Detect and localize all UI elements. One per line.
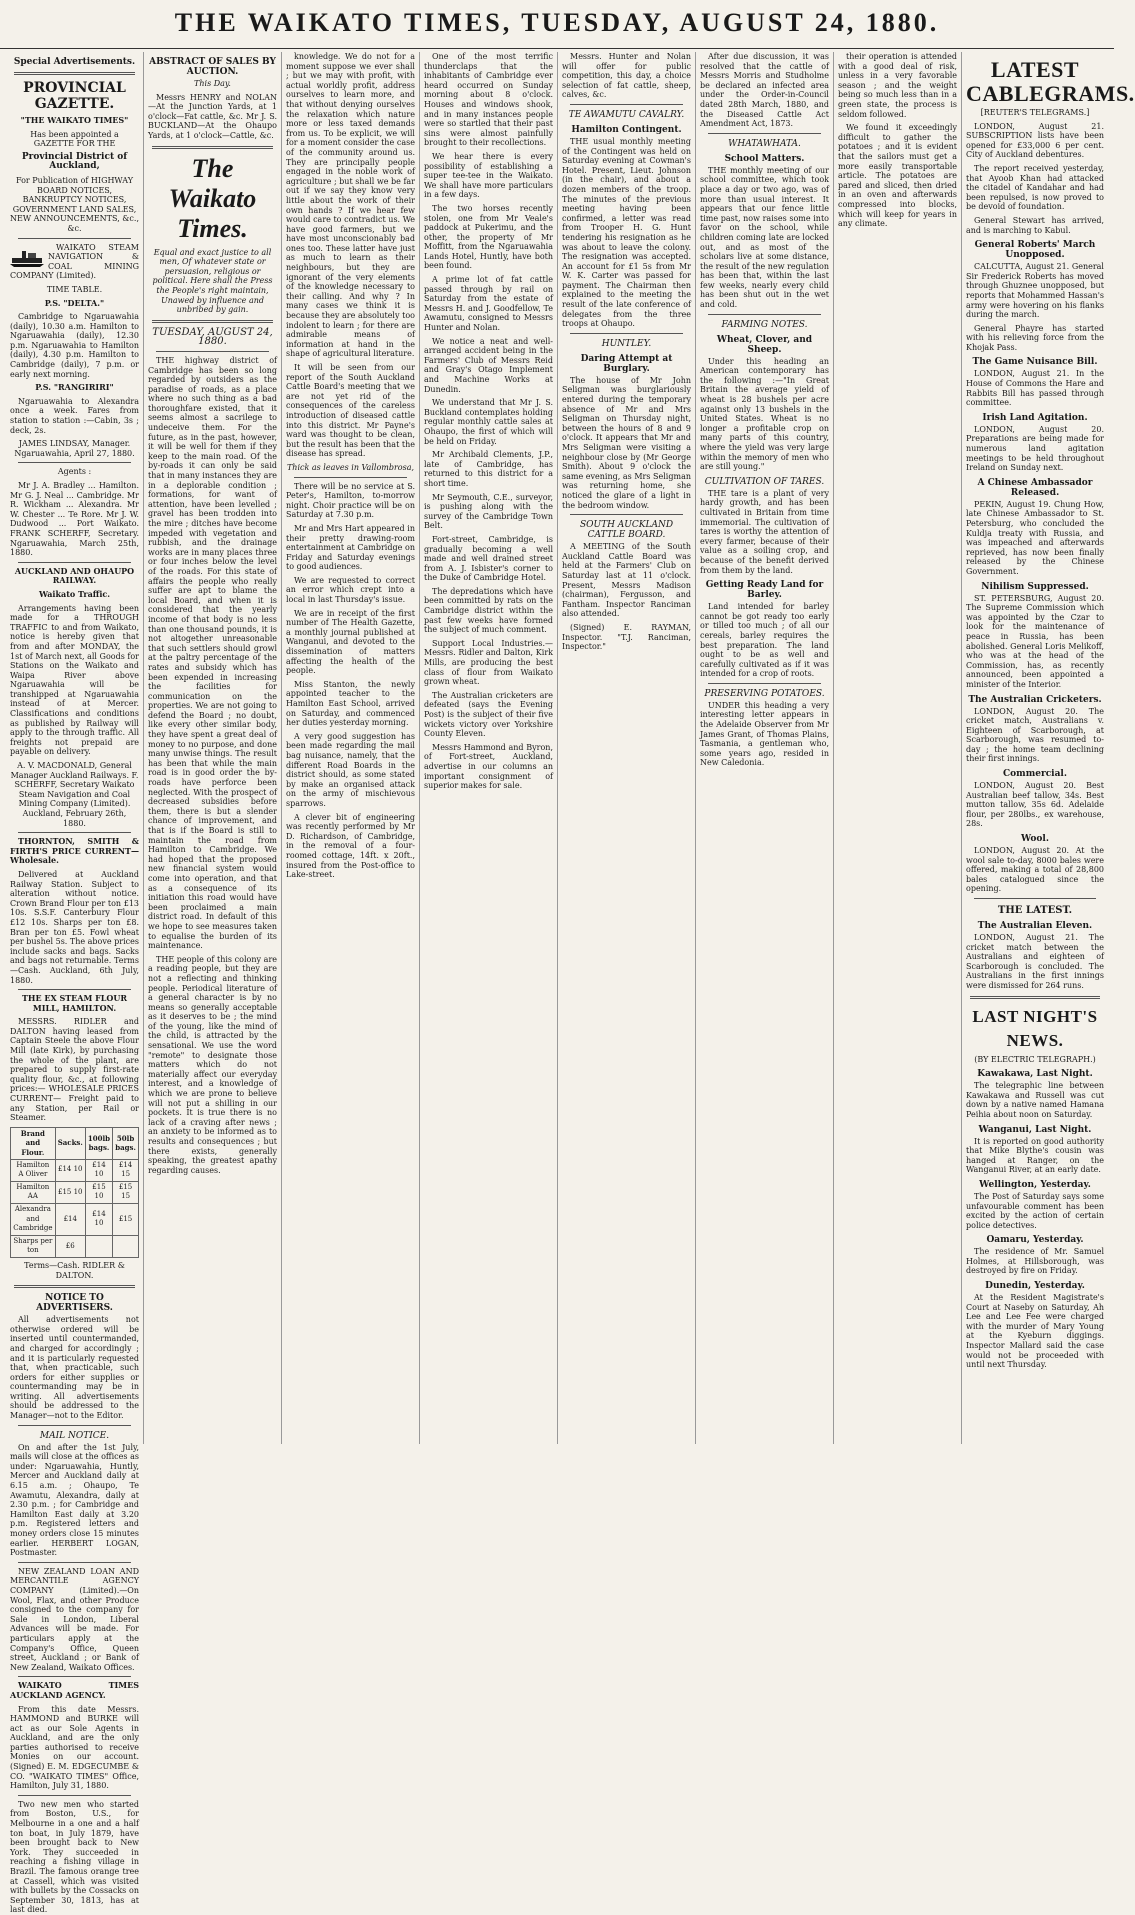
news-hart: Mr and Mrs Hart appeared in their pretty drawing-room entertainment at Cambridge on Friday and Saturday evenings to good audiences. xyxy=(286,523,415,572)
news-seymour: Mr Seymouth, C.E., surveyor, is pushing along with the survey of the Cambridge Town Belt. xyxy=(424,492,553,531)
table-header-row xyxy=(11,1127,139,1159)
nihilism-heading: Nihilism Suppressed. xyxy=(981,581,1089,592)
whatawhata-heading: WHATAWHATA. xyxy=(728,138,801,149)
masthead xyxy=(0,0,1114,49)
oamaru-heading: Oamaru, Yesterday. xyxy=(986,1235,1084,1246)
last-nights-news-heading: LAST NIGHT'S NEWS. xyxy=(972,1006,1098,1050)
this-day-heading: This Day. xyxy=(194,79,231,88)
cable-ayoob-report: The report received yesterday, that Ayoob Khan had attacked the citadel of Kandahar and had been repulsed, is now proved to be devoid of foundation. xyxy=(966,163,1104,212)
notice-advertisers-body: All advertisements not otherwise ordered will be inserted until countermanded, and charged for accordingly ; and it is particularly requested that, when practicable, such orders for either supplies or countermanding may be in writing. All advertisements should be addressed to the Manager—not to the Editor. xyxy=(10,1315,139,1421)
table-cell: £15 15 xyxy=(113,1181,139,1203)
cable-phayre: General Phayre has started with his relieving force from the Khojak Pass. xyxy=(966,323,1104,352)
column-1 xyxy=(6,52,144,1915)
editorial-cattle-board: It will be seen from our report of the South Auckland Cattle Board's meeting that we are not yet rid of the consequences of the careless introduction of diseased cattle into this district. Mr Payne's ward was thought to be clean, but the result has been that the disease has spread. xyxy=(286,363,415,459)
cable-london-debentures: LONDON, August 21. SUBSCRIPTION lists have been opened for £33,000 6 per cent. City of Auckland debentures. xyxy=(966,121,1104,160)
table-cell: £14 10 xyxy=(85,1203,112,1235)
cattle-board-heading: SOUTH AUCKLAND CATTLE BOARD. xyxy=(579,520,674,541)
nz-loan-notice: NEW ZEALAND LOAN AND MERCANTILE AGENCY COMPANY (Limited).—On Wool, Flax, and other Produce consigned to the company for Sale in London, Liberal Advances will be made. For particulars apply at the Company's Office, Queen street, Auckland ; or Bank of New Zealand, Waikato Offices. xyxy=(10,1566,139,1672)
kawakawa-heading: Kawakawa, Last Night. xyxy=(977,1069,1093,1080)
school-matters-heading: School Matters. xyxy=(724,153,805,164)
wanganui-heading: Wanganui, Last Night. xyxy=(978,1124,1092,1135)
table-cell: Alexandra and Cambridge xyxy=(11,1203,56,1235)
mail-notice-heading: MAIL NOTICE. xyxy=(39,1430,110,1441)
news-wanganui: It is reported on good authority that Mike Blythe's cousin was hanged at Ranger, on the Wanganui River, at an early date. xyxy=(966,1136,1104,1175)
news-wellington: The Post of Saturday says some unfavourable comment has been excited by the action of certain police detectives. xyxy=(966,1191,1104,1230)
potatoes-article: UNDER this heading a very interesting letter appears in the Adelaide Observer from Mr James Grant, of Thomas Plains, Tasmania, a gentleman who, some years ago, resided in New Caledonia. xyxy=(700,700,829,768)
news-cricketers: The Australian cricketers are defeated (says the Evening Post) is the subject of their five wickets victory over Yorkshire County Eleven. xyxy=(424,690,553,739)
wellington-heading: Wellington, Yesterday. xyxy=(979,1179,1091,1190)
column-6 xyxy=(696,52,834,1444)
cable-wool: LONDON, August 20. At the wool sale to-day, 8000 bales were offered, making a total of 28,800 bales catalogued since the opening. xyxy=(966,846,1104,894)
divider xyxy=(970,996,1100,999)
column-4 xyxy=(420,52,558,1444)
news-settlement: We notice a neat and well-arranged accident being in the Farmers' Club of Messrs Reid and Gray's Otago Implement and Machine Works at Dunedin. xyxy=(424,336,553,394)
divider xyxy=(156,351,269,352)
flour-mill-heading: THE EX STEAM FLOUR MILL, HAMILTON. xyxy=(21,993,128,1013)
divider xyxy=(18,832,131,833)
table-cell: £14 15 xyxy=(113,1159,139,1181)
cable-game-bill: LONDON, August 21. In the House of Commons the Hare and Rabbits Bill has passed through committee. xyxy=(966,369,1104,408)
table-cell: Sharps per ton xyxy=(11,1235,56,1257)
column-2 xyxy=(144,52,282,1444)
reuters-subheading: [REUTER'S TELEGRAMS.] xyxy=(980,108,1090,117)
divider xyxy=(974,898,1096,899)
table-row xyxy=(11,1159,139,1181)
news-fat-cattle: A prime lot of fat cattle passed through by rail on Saturday from the estate of Messrs H. and J. Goodfellow, Te Awamutu, consigned to Messrs Hunter and Nolan. xyxy=(424,275,553,333)
potatoes-heading: PRESERVING POTATOES. xyxy=(704,688,825,699)
table-header-cell: Brand and Flour. xyxy=(11,1127,56,1159)
waikato-times-notice: "THE WAIKATO TIMES" xyxy=(20,115,129,125)
cable-roberts: CALCUTTA, August 21. General Sir Frederick Roberts has moved through Ghuznee unopposed, but reports that Mohammed Hassan's army were hovering on his flanks during the march. xyxy=(966,262,1104,320)
irish-heading: Irish Land Agitation. xyxy=(982,412,1088,423)
editorial-knowledge: knowledge. We do not for a moment suppose we ever shall ; but we may with profit, with actual worldly profit, address ourselves to learn more, and that without denying ourselves the relaxation which nature more or less taxed demands from us. To be explicit, we will for a moment consider the case of the community around us. They are principally people engaged in the noble work of agriculture ; but shall we be far out if we say they know very little about the work of their own hands ? If we hear few would care to contradict us. We have good farmers, but we have most unconscionably bad ones too. These latter have just as much to learn as their neighbours, but they are ignorant of the very elements of the knowledge necessary to their calling. And why ? In many cases we think it is because they are absolutely too indolent to learn ; for there are admirable means of information at hand in the shape of agricultural literature. xyxy=(286,52,415,359)
divider xyxy=(18,462,131,463)
delta-timetable: Cambridge to Ngaruawahia (daily), 10.30 a.m. Hamilton to Ngaruawahia (daily), 12.30 p.m. Ngaruawahia to Hamilton (daily), 4.30 p.m. Hamilton to Cambridge (daily), 7 p.m. or early next morning. xyxy=(10,312,139,379)
gazette-appointed: Has been appointed a GAZETTE FOR THE xyxy=(30,129,119,149)
divider xyxy=(152,320,273,323)
wool-heading: Wool. xyxy=(1021,834,1049,845)
manager-signature: JAMES LINDSAY, Manager. Ngaruawahia, April 27, 1880. xyxy=(14,439,135,458)
agents-heading: Agents : xyxy=(57,467,92,477)
news-fort-street: Fort-street, Cambridge, is gradually becoming a well made and well drained street from A. J. Isbister's corner to the Duke of Cambridge Hotel. xyxy=(424,534,553,583)
huntley-heading: HUNTLEY. xyxy=(601,338,652,349)
ridler-notice: MESSRS. RIDLER and DALTON having leased from Captain Steele the above Flour Mill (late Kirk), by purchasing the whole of the plant, are prepared to supply first-rate quality flour, &c., at following prices:— WHOLESALE PRICES CURRENT— Freight paid to any Station, per Rail or Steamer. xyxy=(10,1017,139,1123)
table-cell: £15 10 xyxy=(55,1181,85,1203)
table-cell: £15 10 xyxy=(85,1181,112,1203)
divider xyxy=(570,104,683,105)
divider xyxy=(570,514,683,515)
wheat-clover-heading: Wheat, Clover, and Sheep. xyxy=(716,334,813,355)
agency-heading: WAIKATO TIMES AUCKLAND AGENCY. xyxy=(10,1680,139,1700)
table-cell: £15 xyxy=(113,1203,139,1235)
column-5 xyxy=(558,52,696,1444)
auction-listing: Messrs HENRY and NOLAN—At the Junction Yards, at 1 o'clock—Fat cattle, &c. Mr J. S. BUCKLAND—At the Ohaupo Yards, at 1 o'clock—Cattle, &c. xyxy=(148,92,277,140)
roberts-heading: General Roberts' March Unopposed. xyxy=(974,240,1096,261)
farming-notes-heading: FARMING NOTES. xyxy=(721,319,808,330)
divider xyxy=(14,72,135,75)
agents-list: Mr J. A. Bradley ... Hamilton. Mr G. J. Neal ... Cambridge. Mr R. Wickham ... Alexandra. Mr W. Chester ... Te Rore. Mr J. W. Dudwood ... Port Waikato. FRANK SCHERFF, Secretary. Ngaruawahia, March 25th, 1880. xyxy=(10,481,139,558)
school-report: THE monthly meeting of our school committee, which took place a day or two ago, was of more than usual interest. It appears that our fence little time past, now raises some into favor on the school, while children coming late are locked out, and as most of the scholars live at some distance, the result of the new regulation has been that, within the last few weeks, nearly every child has been shut out in the wet and cold. xyxy=(700,165,829,310)
mail-notice-body: On and after the 1st July, mails will close at the offices as under: Ngaruawahia, Huntly, Mercer and Auckland daily at 6.15 a.m. ; Ohaupo, Te Awamutu, Alexandra, daily at 2.30 p.m. ; for Cambridge and Hamilton East daily at 3.20 p.m. Registered letters and money orders close 15 minutes earlier. HERBERT LOGAN, Postmaster. xyxy=(10,1442,139,1558)
railway-notice: Arrangements having been made for a THROUGH TRAFFIC to and from Waikato, notice is hereby given that from and after MONDAY, the 1st of March next, all Goods for Stations on the Waikato and Waipa River above Ngaruawahia will be transhipped at Ngaruawahia instead of at Mercer. Classifications and conditions as published by Railway will apply to the through traffic. All freights not prepaid are payable on delivery. xyxy=(10,603,139,757)
ridler-signature: Terms—Cash. RIDLER & DALTON. xyxy=(24,1260,125,1280)
eleven-heading: The Australian Eleven. xyxy=(977,921,1093,931)
divider xyxy=(152,146,273,149)
column-8 xyxy=(962,52,1135,1444)
boston-news: Two new men who started from Boston, U.S., for Melbourne in a one and a half ton boat, in July 1879, have been brought back to New York. They succeeded in reaching a fishing village in Brazil. The famous orange tree at Cassell, which was visited with bullets by the Cossacks on September 30, 1813, has at last died. xyxy=(10,1799,139,1915)
flour-price-table xyxy=(10,1127,139,1258)
notice-advertisers-heading: NOTICE TO ADVERTISERS. xyxy=(36,1293,113,1314)
potato-continued: We found it exceedingly difficult to gather the potatoes ; and it is evident that the sailors must get a more easily transportable article. The potatoes are pared and sliced, then dried in an oven and afterwards compressed into blocks, which will keep for years in any climate. xyxy=(838,123,957,229)
cavalry-heading: TE AWAMUTU CAVALRY. xyxy=(568,109,685,120)
rangiriri-timetable: Ngaruawahia to Alexandra once a week. Fares from station to station :—Cabin, 3s ; deck, 2s. xyxy=(10,396,139,435)
divider xyxy=(708,133,821,134)
cattle-board-signature: (Signed) E. RAYMAN, Inspector. "T.J. Ranciman, Inspector." xyxy=(562,622,691,652)
divider xyxy=(570,333,683,334)
table-cell xyxy=(113,1235,139,1257)
cable-chinese: PEKIN, August 19. Chung How, late Chinese Ambassador to St. Petersburg, who concluded the Kuldja treaty with Russia, and was impeached and afterwards reprieved, has now been finally released by the Chinese Government. xyxy=(966,499,1104,576)
burglary-report: The house of Mr John Seligman was burglariously entered during the temporary absence of Mr and Mrs Seligman on Thursday night, between the hours of 8 and 9 o'clock. It appears that Mr and Mrs Seligman were visiting a neighbour close by (Mr George Smith). About 9 o'clock the same evening, as Mrs Seligman was returning home, she noticed the glare of a light in the bedroom window. xyxy=(562,375,691,510)
cable-irish: LONDON, August 20. Preparations are being made for numerous land agitation meetings to be held throughout Ireland on Sunday next. xyxy=(966,424,1104,473)
waikato-traffic-heading: Waikato Traffic. xyxy=(38,588,111,599)
news-suggestion: A very good suggestion has been made regarding the mail bag nuisance, namely, that the different Road Boards in the district should, as some stated by make an organised attack on the army of mischievous sparrows. xyxy=(286,731,415,808)
the-latest-heading: THE LATEST. xyxy=(997,905,1073,916)
chinese-heading: A Chinese Ambassador Released. xyxy=(977,477,1093,498)
news-weather: We hear there is every possibility of establishing a super tee-tee in the Waikato. We shall have more particulars in a few days. xyxy=(424,151,553,200)
agency-body: From this date Messrs. HAMMOND and BURKE will act as our Sole Agents in Auckland, and are the only parties authorised to receive Monies on our account. (Signed) E. M. EDGECUMBE & CO. "WAIKATO TIMES" Office, Hamilton, July 31, 1880. xyxy=(10,1704,139,1791)
cavalry-report: THE usual monthly meeting of the Contingent was held on Saturday evening at Cowman's Hotel. Present, Lieut. Johnson (in the chair), and about a dozen members of the troop. The minutes of the previous meeting having been confirmed, a letter was read from Trooper H. G. Hunt tendering his resignation as he was about to leave the colony. The resignation was accepted. An account for £1 5s from Mr W. K. Carter was passed for payment. The Chairman then explained to the meeting the result of the late conference of delegates from the three troops at Ohaupo. xyxy=(562,136,691,329)
divider xyxy=(18,989,131,990)
news-buckland: We understand that Mr J. S. Buckland contemplates holding regular monthly cattle sales at Ohaupo, the first of which will be held on Friday. xyxy=(424,398,553,446)
divider xyxy=(18,1676,131,1677)
table-cell: Hamilton AA xyxy=(11,1181,56,1203)
cable-stewart: General Stewart has arrived, and is marching to Kabul. xyxy=(966,215,1104,235)
cable-eleven: LONDON, August 21. The cricket match between the Australians and eighteen of Scarborough is concluded. The Australians in the first innings were dismissed for 264 runs. xyxy=(966,933,1104,990)
news-depredations: The depredations which have been committed by rats on the Cambridge district within the past few weeks have formed the subject of much comment. xyxy=(424,586,553,635)
editorial-roads: THE highway district of Cambridge has been so long regarded by outsiders as the paradise of roads, as a place where no such thing as a bad thoroughfare existed, that it seems almost a sacrilege to undeceive them. For the future, as in the past, however, it will be well for them if they keep to the main road. Of the by-roads it can only be said that in many instances they are in a deplorable condition ; formations, for want of attention, have been levelled ; gravel has been trodden into the mire ; ditches have become impeded with vegetation and rubbish, and the drainage works are in many places three or four inches below the level of the roads. For this state of affairs the people who really suffer are apt to blame the local Board, and when it is considered that the yearly income of that body is no less than one thousand pounds, it is not altogether unreasonable that such settlers should growl at the paltry percentage of the rates and subsidy which has been expended in increasing the facilities for communication on the properties. We are not going to defend the Board ; no doubt, like every other similar body, they have spent a great deal of money to no purpose, and done many unwise things. The result has been that while the main road is in good order the by-roads have perforce been neglected. With the prospect of decreased subsidies before them, there is but a slender chance of improvement, and that is if the Board is still to maintain the road from Hamilton to Cambridge. We had hoped that the proposed new financial system would come into operation, and that as a consequence of its initiation this road would have been proclaimed a main district road. In default of this we hope to see measures taken to equalise the burden of its maintenance. xyxy=(148,355,277,951)
table-row xyxy=(11,1235,139,1257)
news-proposal: We are requested to correct an error which crept into a local in last Thursday's issue. xyxy=(286,575,415,605)
table-cell: Hamilton A Oliver xyxy=(11,1159,56,1181)
special-ads-heading: Special Advertisements. xyxy=(13,57,136,67)
gazette-district: Provincial District of Auckland, xyxy=(21,151,128,172)
news-dunedin: At the Resident Magistrate's Court at Naseby on Saturday, Ah Lee and Lee Fee were charged with the murder of Mary Young at the Kyeburn diggings. Inspector Mallard said the case would not be proceeded with until next Thursday. xyxy=(966,1293,1104,1370)
quotation: Thick as leaves in Vallombrosa, xyxy=(286,462,415,472)
railway-heading: AUCKLAND AND OHAUPO RAILWAY. xyxy=(14,565,135,586)
table-header-cell: Sacks. xyxy=(55,1127,85,1159)
burglary-heading: Daring Attempt at Burglary. xyxy=(580,353,673,374)
latest-cablegrams-heading: LATEST CABLEGRAMS. xyxy=(966,57,1135,106)
cable-nihilism: ST. PETERSBURG, August 20. The Supreme Commission which was appointed by the Czar to look for the maintenance of peace in Russia, has been abolished. General Loris Melikoff, who was at the head of the Commission, has, as recently announced, been appointed a minister of the Interior. xyxy=(966,593,1104,689)
steam-company-name: WAIKATO STEAM NAVIGATION & COAL MINING COMPANY (Limited). xyxy=(10,242,139,281)
cricketers-heading: The Australian Cricketers. xyxy=(968,694,1102,705)
barley-heading: Getting Ready Land for Barley. xyxy=(705,580,824,601)
potato-operation: their operation is attended with a good deal of risk, unless in a very favorable season ; and the weight being so much less than in a green state, the process is seldom followed. xyxy=(838,52,957,119)
table-cell xyxy=(85,1235,112,1257)
cattle-board-report: A MEETING of the South Auckland Cattle Board was held at the Farmers' Club on Saturday last at 11 o'clock. Present, Messrs Madison (chairman), Fergusson, and Fantham. Inspector Ranciman also attended. xyxy=(562,542,691,619)
news-kawakawa: The telegraphic line between Kawakawa and Russell was cut down by a native named Hamana Peihia about noon on Saturday. xyxy=(966,1081,1104,1119)
railway-signatures: A. V. MACDONALD, General Manager Auckland Railways. F. SCHERFF, Secretary Waikato Steam Navigation and Coal Mining Company (Limited). Auckland, February 26th, 1880. xyxy=(10,761,139,828)
paper-title: The Waikato Times. xyxy=(168,153,257,243)
barley-article: Land intended for barley cannot be got ready too early or tilled too much ; of all our cereals, barley requires the best preparation. The land ought to be as well and carefully cultivated as if it was intended for a crop of roots. xyxy=(700,602,829,679)
newspaper-masthead-title: THE WAIKATO TIMES, TUESDAY, AUGUST 24, 1880. xyxy=(174,8,940,37)
game-bill-heading: The Game Nuisance Bill. xyxy=(972,357,1098,368)
table-row xyxy=(11,1181,139,1203)
commercial-heading: Commercial. xyxy=(1003,769,1067,780)
news-notice: Messrs Hammond and Byron, of Fort-street, Auckland, advertise in our columns an important consignment of superior makes for sale. xyxy=(424,742,553,791)
table-row xyxy=(11,1203,139,1235)
divider xyxy=(708,314,821,315)
news-storm: One of the most terrific thunderclaps that the inhabitants of Cambridge ever heard occurred on Sunday morning about 8 o'clock. Houses and windows shook, and in many instances people were so startled that their past sins were almost painfully brought to their recollections. xyxy=(424,52,553,148)
thornton-heading: THORNTON, SMITH & FIRTH'S PRICE CURRENT—Wholesale. xyxy=(10,836,139,866)
abstract-heading: ABSTRACT OF SALES BY AUCTION. xyxy=(149,57,276,77)
thornton-prices: Delivered at Auckland Railway Station. Subject to alteration without notice. Crown Brand Flour per ton £13 10s. S.S.F. Canterbury Flour £12 10s. Sharps per ton £8. Bran per ton £5. Fowl wheat per bushel 5s. The above prices include sacks and bags. Sacks and bags not returnable. Terms—Cash. Auckland, 6th July, 1880. xyxy=(10,869,139,985)
steamship-icon xyxy=(10,245,44,267)
ps-delta-heading: P.S. "DELTA." xyxy=(44,297,105,308)
divider xyxy=(18,1562,131,1563)
divider xyxy=(294,477,407,478)
cable-cricket: LONDON, August 20. The cricket match, Australians v. Eighteen of Scarborough, at Scarborough, was resumed to-day ; the home team declining their first innings. xyxy=(966,706,1104,764)
dateline: TUESDAY, AUGUST 24, 1880. xyxy=(152,326,273,348)
table-header-cell: 50lb bags. xyxy=(113,1127,139,1159)
divider xyxy=(18,1795,131,1796)
divider xyxy=(18,238,131,239)
table-cell: £14 xyxy=(55,1203,85,1235)
news-oamaru: The residence of Mr. Samuel Holmes, at Hillsborough, was destroyed by fire on Friday. xyxy=(966,1247,1104,1276)
news-first-number: We are in receipt of the first number of The Health Gazette, a monthly journal published at Wanganui, and devoted to the dissemination of matters affecting the health of the people. xyxy=(286,608,415,676)
dunedin-heading: Dunedin, Yesterday. xyxy=(985,1281,1085,1292)
gazette-heading: PROVINCIAL GAZETTE. xyxy=(23,80,126,112)
cable-commercial: LONDON, August 20. Best Australian beef tallow, 34s. Best mutton tallow, 35s 6d. Adelaide flour, per 280lbs., ex warehouse, 28s. xyxy=(966,781,1104,829)
ps-rangiriri-heading: P.S. "RANGIRIRI" xyxy=(35,382,114,393)
news-horses: The two horses recently stolen, one from Mr Veale's paddock at Pukerimu, and the other, the property of Mr Moffitt, from the Ngaruawahia Lands Hotel, Huntly, have both been found. xyxy=(424,203,553,271)
cultivation-heading: CULTIVATION OF TARES. xyxy=(704,476,825,487)
divider xyxy=(14,1285,135,1288)
divider xyxy=(708,683,821,684)
divider xyxy=(18,562,131,563)
timetable-heading: TIME TABLE. xyxy=(46,284,103,294)
column-7 xyxy=(834,52,962,1444)
table-header-cell: 100lb bags. xyxy=(85,1127,112,1159)
news-engineering: A clever bit of engineering was recently performed by Mr D. Richardson, of Cambridge, in the removal of a four-roomed cottage, 14ft. x 20ft., insured from the Post-office to Lake-street. xyxy=(286,812,415,880)
table-cell: £14 10 xyxy=(85,1159,112,1181)
news-support: Support Local Industries.—Messrs. Ridler and Dalton, Kirk Mills, are producing the best class of flour from Waikato grown wheat. xyxy=(424,638,553,687)
divider xyxy=(18,1425,131,1426)
contingent-heading: Hamilton Contingent. xyxy=(571,124,682,135)
news-sales: Messrs. Hunter and Nolan will offer for public competition, this day, a choice selection of fat cattle, sheep, calves, &c. xyxy=(562,52,691,100)
news-discussion: After due discussion, it was resolved that the cattle of Messrs Morris and Studholme be declared an infected area under the Order-in-Council dated 28th March, 1880, and the Diseased Cattle Act Amendment Act, 1873. xyxy=(700,52,829,129)
wheat-article: Under this heading an American contemporary has the following :—"In Great Britain the average yield of wheat is 28 bushels per acre against only 13 bushels in the United States. Wheat is no longer a profitable crop on many parts of this country, where the yield was very large within the memory of men who are still young." xyxy=(700,356,829,472)
gazette-purposes: For Publication of HIGHWAY BOARD NOTICES, BANKRUPTCY NOTICES, GOVERNMENT LAND SALES, NEW ANNOUNCEMENTS, &c., &c. xyxy=(10,175,139,233)
paper-motto: Equal and exact justice to all men, Of whatever state or persuasion, religious or political. Here shall the Press the People's right maintain, Unawed by influence and unbribed by gain. xyxy=(152,247,273,315)
table-cell: £6 xyxy=(55,1235,85,1257)
telegraph-subheading: (BY ELECTRIC TELEGRAPH.) xyxy=(974,1054,1096,1064)
column-3 xyxy=(282,52,420,1444)
table-cell: £14 10 xyxy=(55,1159,85,1181)
editorial-reading: THE people of this colony are a reading people, but they are not a reflecting and thinking people. Periodical literature of a general character is by no means so generally acceptable as it deserves to be ; the mind of the young, like the mind of the child, is attracted by the sensational. We use the word "remote" to designate those matters which do not materially affect our everyday interest, and a knowledge of which we are prone to believe will not put a shilling in our pockets. It is true there is no lack of a craving after news ; an anxiety to be informed as to results and consequences ; but there exists, generally speaking, the greatest apathy regarding causes. xyxy=(148,954,277,1175)
news-stanton: Miss Stanton, the newly appointed teacher to the Hamilton East School, arrived on Saturday, and commenced her duties yesterday morning. xyxy=(286,679,415,728)
news-no-service: There will be no service at S. Peter's, Hamilton, to-morrow night. Choir practice will be on Saturday at 7.30 p.m. xyxy=(286,481,415,520)
tares-article: THE tare is a plant of very hardy growth, and has been cultivated in Britain from time immemorial. The cultivation of tares is worthy the attention of every farmer, because of their value as a soiling crop, and because of the benefit derived from them by the land. xyxy=(700,488,829,575)
news-clements: Mr Archibald Clements, J.P., late of Cambridge, has returned to this district for a short time. xyxy=(424,450,553,488)
newspaper-columns xyxy=(6,52,1135,1915)
